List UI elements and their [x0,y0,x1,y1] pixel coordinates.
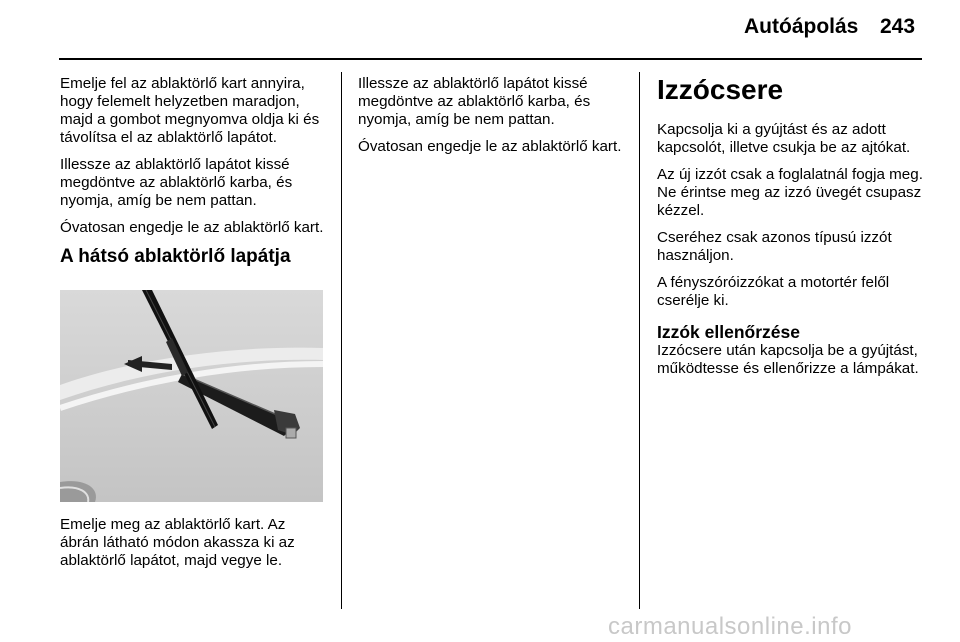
header-divider [59,58,922,60]
paragraph: Kapcsolja ki a gyújtást és az adott kapcsolót, illetve csukja be az ajtókat. [657,121,911,156]
subheading-bulb-check: Izzók ellenőrzése [657,322,800,342]
paragraph: Izzócsere után kapcsolja be a gyújtást, működtesse és ellenőrizze a lámpákat. [657,342,919,377]
page-number: 243 [880,15,916,38]
paragraph: Cseréhez csak azonos típusú izzót használjon. [657,229,892,264]
subheading-rear-wiper: A hátsó ablaktörlő lapátja [60,246,291,267]
column-1 [60,75,328,282]
watermark: carmanualsonline.info [608,613,852,640]
column-divider-2 [639,72,640,609]
column-2 [358,75,628,165]
column-divider-1 [341,72,342,609]
heading-bulb-replacement: Izzócsere [657,74,784,105]
rear-wiper-illustration [60,290,323,502]
column-3 [657,75,927,387]
paragraph: Emelje fel az ablaktörlő kart annyira, hogy felemelt helyzetben maradjon, majd a gombot megnyomva oldja ki és távolítsa el az ablaktörlő lapátot. [60,75,320,146]
paragraph: Óvatosan engedje le az ablaktörlő kart. [60,219,324,236]
figure-caption: Emelje meg az ablaktörlő kart. Az ábrán látható módon akassza ki az ablaktörlő lapátot, majd vegye le. [60,516,295,569]
paragraph: Az új izzót csak a foglalatnál fogja meg. Ne érintse meg az izzó üvegét csupasz kézzel. [657,166,923,219]
paragraph: Illessze az ablaktörlő lapátot kissé megdöntve az ablaktörlő karba, és nyomja, amíg be nem pattan. [60,156,293,209]
paragraph: A fényszóróizzókat a motortér felől cserélje ki. [657,274,890,309]
paragraph: Illessze az ablaktörlő lapátot kissé megdöntve az ablaktörlő karba, és nyomja, amíg be nem pattan. [358,75,591,128]
paragraph: Óvatosan engedje le az ablaktörlő kart. [358,138,622,155]
section-title: Autóápolás [744,15,859,38]
